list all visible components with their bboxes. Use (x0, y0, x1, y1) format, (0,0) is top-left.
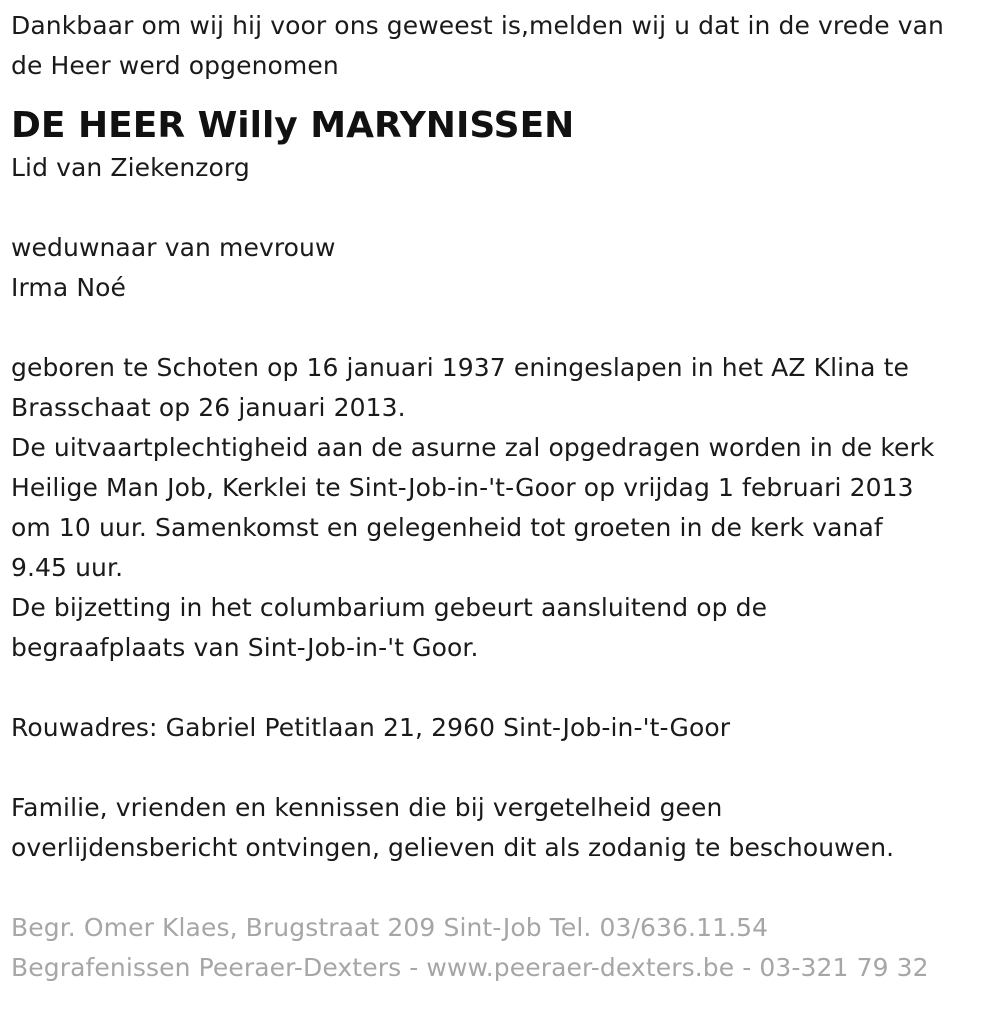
spouse-relation: weduwnaar van mevrouw (11, 233, 336, 262)
intro-text (11, 6, 996, 86)
intro-line: Dankbaar om wij hij voor ons geweest is,melden wij u dat in de vrede van (11, 11, 944, 40)
details-line: begraafplaats van Sint-Job-in-'t Goor. (11, 633, 479, 662)
details-line: Heilige Man Job, Kerklei te Sint-Job-in-'t-Goor op vrijdag 1 februari 2013 (11, 473, 914, 502)
details-block (11, 348, 996, 668)
footer (11, 908, 996, 988)
mourning-address: Rouwadres: Gabriel Petitlaan 21, 2960 Sint-Job-in-'t-Goor (11, 713, 731, 742)
footer-line: Begr. Omer Klaes, Brugstraat 209 Sint-Job Tel. 03/636.11.54 (11, 913, 769, 942)
death-notice (11, 6, 996, 988)
details-line: De bijzetting in het columbarium gebeurt aansluitend op de (11, 593, 768, 622)
spacer (11, 308, 996, 348)
intro-line: de Heer werd opgenomen (11, 51, 339, 80)
closing-line: Familie, vrienden en kennissen die bij vergetelheid geen (11, 793, 723, 822)
spacer (11, 868, 996, 908)
spouse-block (11, 228, 996, 308)
membership-text: Lid van Ziekenzorg (11, 153, 250, 182)
details-line: om 10 uur. Samenkomst en gelegenheid tot groeten in de kerk vanaf (11, 513, 883, 542)
details-line: 9.45 uur. (11, 553, 124, 582)
deceased-name: DE HEER Willy MARYNISSEN (11, 105, 575, 146)
details-line: geboren te Schoten op 16 januari 1937 eningeslapen in het AZ Klina te (11, 353, 910, 382)
details-line: Brasschaat op 26 januari 2013. (11, 393, 406, 422)
spouse-name: Irma Noé (11, 273, 127, 302)
spacer (11, 188, 996, 228)
spacer (11, 748, 996, 788)
details-line: De uitvaartplechtigheid aan de asurne zal opgedragen worden in de kerk (11, 433, 935, 462)
closing-block (11, 788, 996, 868)
spacer (11, 668, 996, 708)
footer-line: Begrafenissen Peeraer-Dexters - www.peeraer-dexters.be - 03-321 79 32 (11, 953, 929, 982)
closing-line: overlijdensbericht ontvingen, gelieven dit als zodanig te beschouwen. (11, 833, 895, 862)
